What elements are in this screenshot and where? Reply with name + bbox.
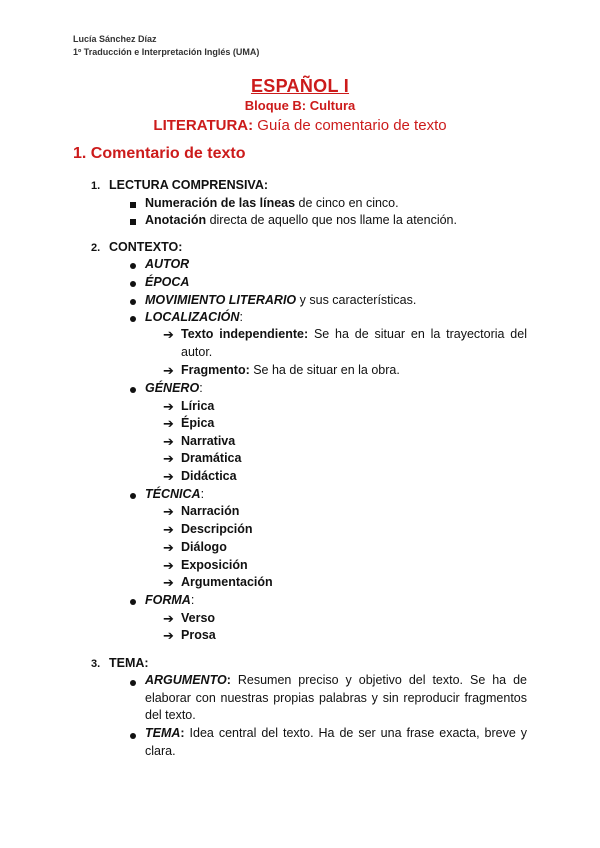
colon: : (199, 381, 203, 395)
subject-label: LITERATURA: (153, 117, 254, 134)
tema-text: Idea central del texto. Ha de ser una frase exacta, breve y clara. (145, 726, 527, 758)
block-title: Bloque B: Cultura (244, 98, 356, 113)
forma-item (145, 592, 194, 609)
tema-item (145, 725, 527, 760)
subject-title (0, 117, 600, 134)
list-number: 2. (91, 242, 101, 254)
bullet-icon (130, 733, 136, 739)
forma-label: FORMA (145, 593, 191, 607)
autor-label: AUTOR (145, 257, 190, 271)
bullet-icon (130, 599, 136, 605)
tema-heading: TEMA: (109, 656, 149, 670)
arrow-right-icon: ➔ (163, 451, 174, 466)
tecnica-option: Diálogo (181, 540, 227, 554)
localizacion-item (145, 309, 243, 326)
genero-option: Lírica (181, 399, 215, 413)
subject-text: Guía de comentario de texto (253, 117, 447, 134)
item-bold: Texto independiente: (181, 327, 309, 341)
epoca-label: ÉPOCA (145, 275, 190, 289)
main-title: ESPAÑOL I (250, 76, 350, 96)
genero-option: Dramática (181, 451, 242, 465)
square-bullet-icon (130, 219, 136, 225)
item-bold: Anotación (145, 213, 207, 227)
bullet-icon (130, 387, 136, 393)
arrow-right-icon: ➔ (163, 558, 174, 573)
arrow-right-icon: ➔ (163, 540, 174, 555)
author-name: Lucía Sánchez Díaz (73, 34, 157, 44)
item-bold: Fragmento: (181, 363, 250, 377)
localizacion-independiente (181, 326, 527, 361)
genero-label: GÉNERO (145, 381, 200, 395)
arrow-right-icon: ➔ (163, 327, 174, 342)
arrow-right-icon: ➔ (163, 363, 174, 378)
document-header (73, 33, 259, 59)
tecnica-option: Exposición (181, 558, 248, 572)
genero-option: Didáctica (181, 469, 237, 483)
lectura-item (145, 212, 457, 229)
forma-option: Prosa (181, 628, 216, 642)
colon: : (190, 593, 195, 607)
tecnica-label: TÉCNICA (145, 487, 201, 501)
course-name: 1º Traducción e Interpretación Inglés (UMA) (73, 47, 260, 57)
lectura-item (145, 195, 399, 212)
lectura-heading: LECTURA COMPRENSIVA: (109, 178, 269, 192)
bullet-icon (130, 299, 136, 305)
arrow-right-icon: ➔ (163, 469, 174, 484)
tecnica-option: Argumentación (181, 575, 273, 589)
colon: : (200, 487, 205, 501)
tecnica-item (145, 486, 204, 503)
localizacion-label: LOCALIZACIÓN (145, 310, 240, 324)
genero-item (145, 380, 203, 397)
item-text: de cinco en cinco. (295, 196, 399, 210)
colon: : (180, 726, 185, 740)
bullet-icon (130, 316, 136, 322)
item-text: Se ha de situar en la trayectoria del autor. (181, 327, 527, 359)
colon: : (226, 673, 231, 687)
argumento-label: ARGUMENTO (145, 673, 227, 687)
item-text: directa de aquello que nos llame la atención. (206, 213, 457, 227)
item-bold: Numeración de las líneas (145, 196, 296, 210)
tecnica-option: Narración (181, 504, 240, 518)
localizacion-fragmento (181, 362, 400, 379)
bullet-icon (130, 680, 136, 686)
arrow-right-icon: ➔ (163, 522, 174, 537)
colon: : (239, 310, 243, 324)
arrow-right-icon: ➔ (163, 611, 174, 626)
genero-option: Narrativa (181, 434, 236, 448)
square-bullet-icon (130, 202, 136, 208)
tema-label: TEMA (145, 726, 181, 740)
bullet-icon (130, 263, 136, 269)
movimiento-label: MOVIMIENTO LITERARIO (145, 293, 297, 307)
arrow-right-icon: ➔ (163, 434, 174, 449)
arrow-right-icon: ➔ (163, 399, 174, 414)
argumento-item (145, 672, 527, 725)
arrow-right-icon: ➔ (163, 575, 174, 590)
argumento-text: Resumen preciso y objetivo del texto. Se ha de elaborar con nuestras propias palabras y sin reproducir fragmentos del texto. (145, 673, 527, 722)
tecnica-option: Descripción (181, 522, 253, 536)
contexto-heading: CONTEXTO: (109, 240, 183, 254)
forma-option: Verso (181, 611, 216, 625)
arrow-right-icon: ➔ (163, 504, 174, 519)
movimiento-text: y sus características. (296, 293, 417, 307)
item-text: Se ha de situar en la obra. (249, 363, 400, 377)
list-number: 1. (91, 180, 101, 192)
arrow-right-icon: ➔ (163, 416, 174, 431)
genero-option: Épica (181, 416, 215, 430)
section-heading: 1. Comentario de texto (73, 145, 246, 162)
bullet-icon (130, 281, 136, 287)
list-number: 3. (91, 658, 101, 670)
bullet-icon (130, 493, 136, 499)
movimiento-item (145, 292, 416, 309)
arrow-right-icon: ➔ (163, 628, 174, 643)
